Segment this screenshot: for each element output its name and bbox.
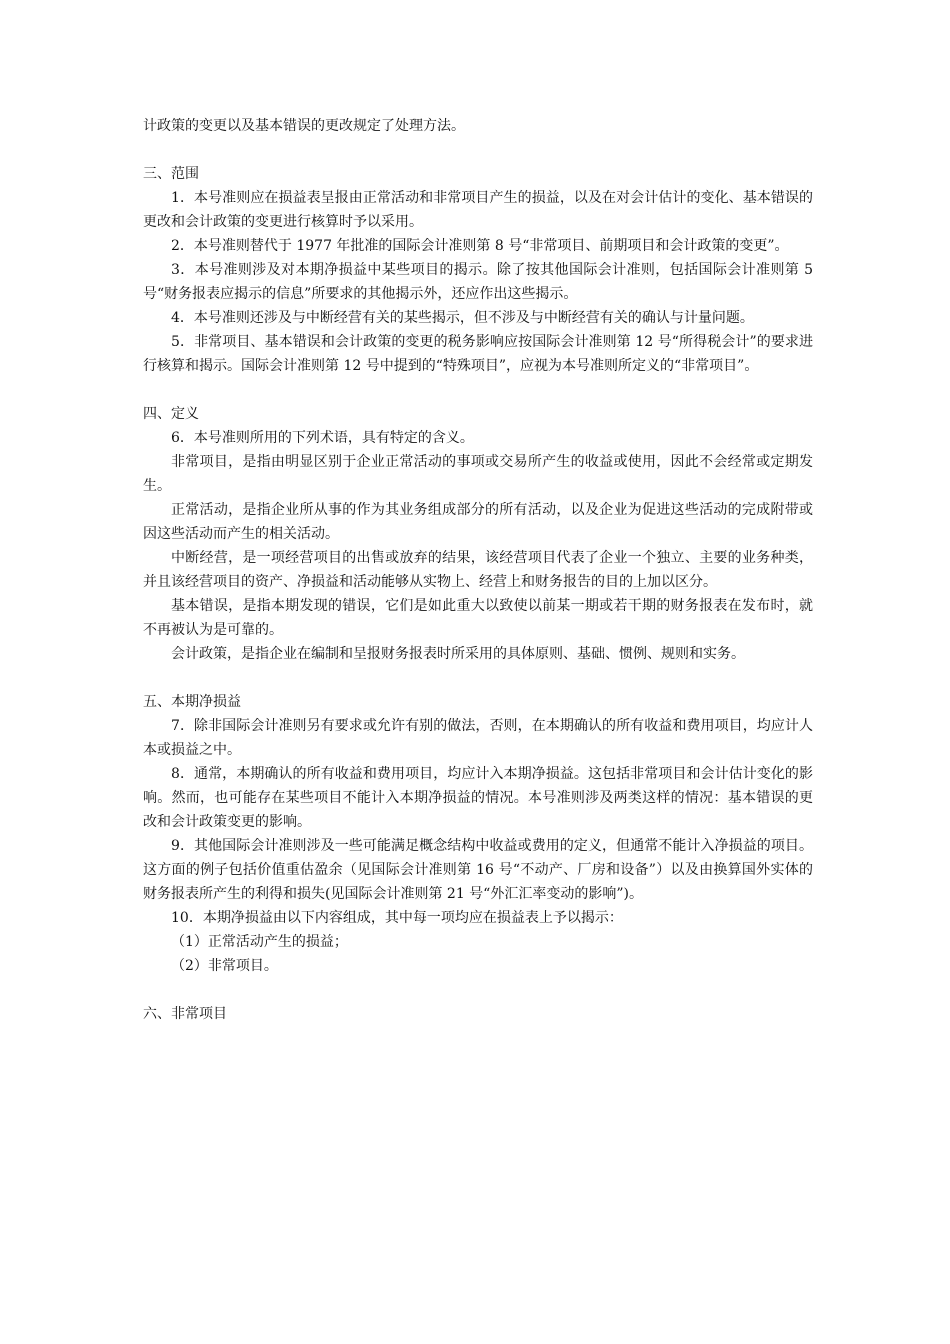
definition-ordinary-activities: 正常活动，是指企业所从事的作为其业务组成部分的所有活动，以及企业为促进这些活动的完成附带或因这些活动而产生的相关活动。 [143, 502, 813, 542]
paragraph-7: 7．除非国际会计准则另有要求或允许有别的做法，否则，在本期确认的所有收益和费用项目，均应计人本或损益之中。 [143, 718, 813, 758]
section-gap [143, 138, 813, 162]
section-gap [143, 978, 813, 1002]
paragraph-8: 8．通常，本期确认的所有收益和费用项目，均应计入本期净损益。这包括非常项目和会计估计变化的影响。然而，也可能存在某些项目不能计入本期净损益的情况。本号准则涉及两类这样的情况：基本错误的更改和会计政策变更的影响。 [143, 766, 813, 830]
paragraph-4: 4．本号准则还涉及与中断经营有关的某些揭示，但不涉及与中断经营有关的确认与计量问题。 [171, 310, 754, 326]
list-item-1: （1）正常活动产生的损益； [171, 934, 348, 950]
section-gap [143, 378, 813, 402]
paragraph-10: 10．本期净损益由以下内容组成，其中每一项均应在损益表上予以揭示： [171, 910, 623, 926]
definition-accounting-policies: 会计政策，是指企业在编制和呈报财务报表时所采用的具体原则、基础、惯例、规则和实务。 [171, 646, 745, 662]
paragraph-3: 3．本号准则涉及对本期净损益中某些项目的揭示。除了按其他国际会计准则，包括国际会计准则第 5 号“财务报表应揭示的信息”所要求的其他揭示外，还应作出这些揭示。 [143, 262, 813, 302]
definition-fundamental-errors: 基本错误，是指本期发现的错误，它们是如此重大以致使以前某一期或若干期的财务报表在发布时，就不再被认为是可靠的。 [143, 598, 813, 638]
list-item-2: （2）非常项目。 [171, 958, 278, 974]
paragraph-6: 6．本号准则所用的下列术语，具有特定的含义。 [171, 430, 474, 446]
definition-discontinued-operations: 中断经营，是一项经营项目的出售或放弃的结果，该经营项目代表了企业一个独立、主要的业务种类，并且该经营项目的资产、净损益和活动能够从实物上、经营上和财务报告的目的上加以区分。 [143, 550, 813, 590]
section-gap [143, 666, 813, 690]
document-page [143, 114, 813, 1026]
intro-continuation: 计政策的变更以及基本错误的更改规定了处理方法。 [143, 118, 465, 134]
section-5-heading: 五、本期净损益 [143, 694, 241, 710]
paragraph-9: 9．其他国际会计准则涉及一些可能满足概念结构中收益或费用的定义，但通常不能计入净损益的项目。这方面的例子包括价值重估盈余（见国际会计准则第 16 号“不动产、厂房和设备”）以及由换算国外实体的财务报表所产生的利得和损失(见国际会计准则第 21 号“外汇汇率变动的影响”)。 [143, 838, 813, 902]
paragraph-1: 1．本号准则应在损益表呈报由正常活动和非常项目产生的损益，以及在对会计估计的变化、基本错误的更改和会计政策的变更进行核算时予以采用。 [143, 190, 813, 230]
paragraph-2: 2．本号准则替代于 1977 年批准的国际会计准则第 8 号“非常项目、前期项目和会计政策的变更”。 [171, 238, 789, 254]
definition-extraordinary-items: 非常项目，是指由明显区别于企业正常活动的事项或交易所产生的收益或使用，因此不会经常或定期发生。 [143, 454, 813, 494]
paragraph-5: 5．非常项目、基本错误和会计政策的变更的税务影响应按国际会计准则第 12 号“所得税会计”的要求进行核算和揭示。国际会计准则第 12 号中提到的“特殊项目”，应视为本号准则所定义的“非常项目”。 [143, 334, 813, 374]
section-3-heading: 三、范围 [143, 166, 199, 182]
section-4-heading: 四、定义 [143, 406, 199, 422]
section-6-heading: 六、非常项目 [143, 1006, 227, 1022]
